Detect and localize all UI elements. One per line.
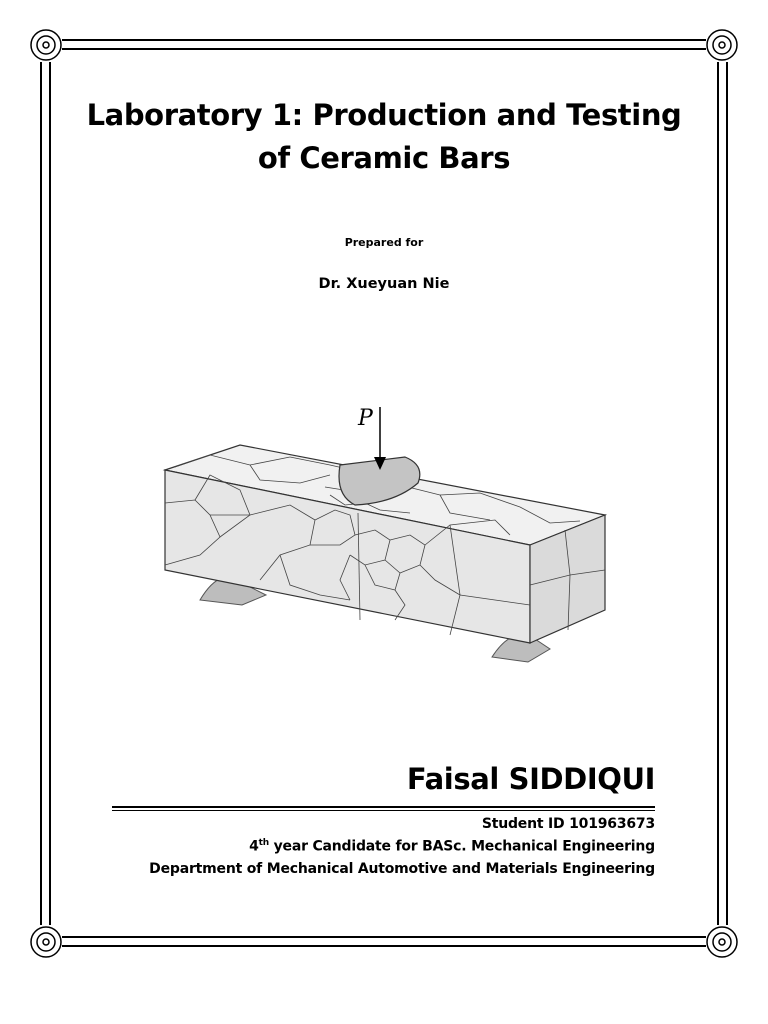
corner-ornament-bottom-left [31, 927, 61, 957]
load-label: P [358, 406, 373, 431]
year-rest: year Candidate for BASc. Mechanical Engineering [268, 838, 655, 855]
document-title-line2: of Ceramic Bars [257, 141, 511, 175]
load-arrow [374, 407, 386, 470]
corner-ornament-top-right [707, 30, 737, 60]
author-divider [112, 806, 655, 808]
recipient-name: Dr. Xueyuan Nie [318, 276, 450, 292]
author-divider-thin [112, 810, 655, 811]
corner-ornament-bottom-right [707, 927, 737, 957]
year-number: 4 [249, 838, 259, 855]
department: Department of Mechanical Automotive and Materials Engineering [149, 861, 655, 877]
candidate-line [249, 838, 655, 855]
author-name: Faisal SIDDIQUI [406, 762, 655, 796]
document-title-line1: Laboratory 1: Production and Testing [86, 98, 682, 132]
prepared-for-label: Prepared for [344, 236, 424, 249]
student-id: Student ID 101963673 [481, 816, 655, 832]
year-suffix: th [258, 838, 269, 848]
ceramic-bar-figure [150, 395, 620, 675]
corner-ornament-top-left [31, 30, 61, 60]
document-title [60, 94, 708, 180]
